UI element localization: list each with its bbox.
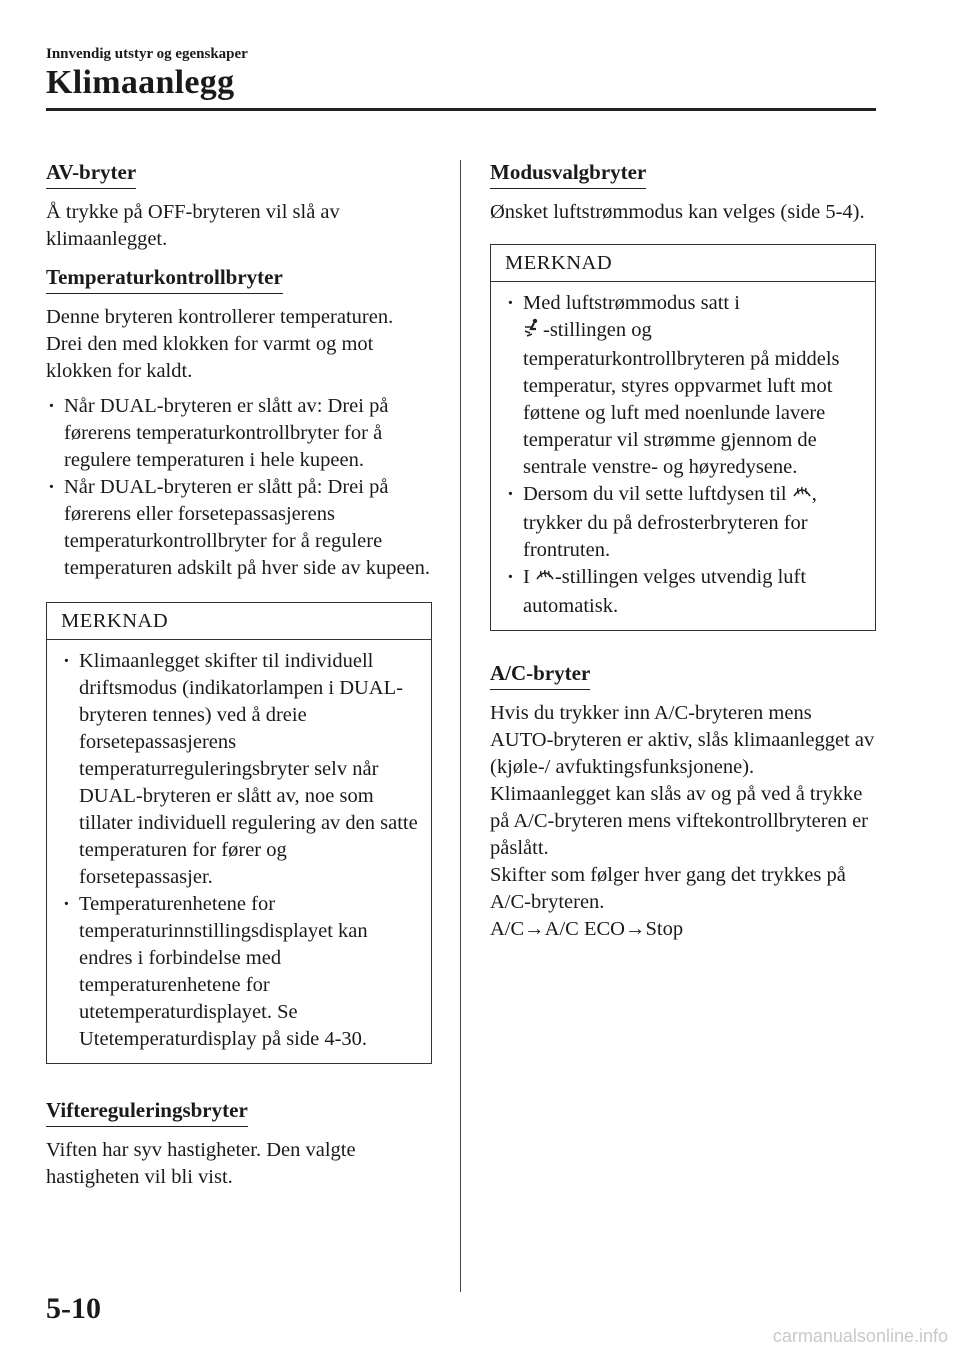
breadcrumb: Innvendig utstyr og egenskaper: [46, 46, 248, 62]
ac-sequence: A/C→A/C ECO→Stop: [490, 918, 684, 940]
note-text: Dersom du vil sette luftdysen til: [523, 483, 787, 505]
note-box-right: [490, 244, 876, 631]
section-fan: [46, 1098, 432, 1191]
ac-text-3: Skifter som følger hver gang det trykkes på A/C-bryteren.: [490, 864, 846, 913]
defrost-icon: [792, 482, 812, 510]
column-divider: [460, 160, 461, 1292]
av-text: Å trykke på OFF-bryteren vil slå av klimaanlegget.: [46, 201, 340, 250]
list-item: · Når DUAL-bryteren er slått på: Drei på førerens eller forsetepassasjerens temperaturkontrollbryter for å regulere temperaturen adskilt på hver side av kupeen.: [46, 474, 432, 582]
right-column: [490, 160, 876, 943]
section-mode: [490, 160, 876, 226]
list-item: [505, 564, 863, 620]
heading-av-bryter: AV-bryter: [46, 160, 136, 189]
left-column: [46, 160, 432, 1191]
defrost-icon: [535, 565, 555, 593]
list-item: [505, 481, 863, 564]
note-box-left: [46, 602, 432, 1064]
header-rule: [46, 108, 876, 111]
heading-modusvalgbryter: Modusvalgbryter: [490, 160, 646, 189]
foot-vent-icon: [523, 318, 543, 346]
temp-bullets: [46, 393, 432, 582]
heading-temperaturkontrollbryter: Temperaturkontrollbryter: [46, 265, 283, 294]
list-item: · Temperaturenhetene for temperaturinnstillingsdisplayet kan endres i forbindelse med temperaturenhetene for utetemperaturdisplayet. Se Utetemperaturdisplay på side 4-30.: [61, 891, 419, 1053]
watermark: carmanualsonline.info: [772, 1326, 948, 1346]
note-text: -stillingen og temperaturkontrollbryteren på middels temperatur, styres oppvarmet luft mot føttene og luft med noenlunde lavere temperatur vil strømme gjennom de sentrale venstre- og høyredysene.: [523, 319, 840, 478]
page-title: Klimaanlegg: [46, 64, 235, 101]
note-label: MERKNAD: [47, 603, 431, 640]
section-av: [46, 160, 432, 253]
section-ac: [490, 661, 876, 943]
mode-text: Ønsket luftstrømmodus kan velges (side 5-4).: [490, 201, 865, 223]
note-text: -stillingen velges utvendig luft automatisk.: [523, 566, 807, 617]
page-number: 5-10: [46, 1292, 101, 1325]
note-text: Med luftstrømmodus satt i: [523, 292, 740, 314]
note-text: , trykker du på defrosterbryteren for frontruten.: [523, 483, 817, 561]
list-item: · Klimaanlegget skifter til individuell driftsmodus (indikatorlampen i DUAL-bryteren tennes) ved å dreie forsetepassasjerens temperaturreguleringsbryter selv når DUAL-bryteren er slått av, noe som tillater individuell regulering av den satte temperaturen for fører og forsetepassasjer.: [61, 648, 419, 891]
note-bullets: [505, 290, 863, 620]
list-item: [505, 290, 863, 481]
ac-text-2: Klimaanlegget kan slås av og på ved å trykke på A/C-bryteren mens viftekontrollbryteren er påslått.: [490, 783, 868, 859]
list-item: · Når DUAL-bryteren er slått av: Drei på førerens temperaturkontrollbryter for å regulere temperaturen i hele kupeen.: [46, 393, 432, 474]
note-text: I: [523, 566, 530, 588]
heading-ac-bryter: A/C-bryter: [490, 661, 590, 690]
section-temperature: [46, 265, 432, 582]
temp-text: Denne bryteren kontrollerer temperaturen. Drei den med klokken for varmt og mot klokken for kaldt.: [46, 306, 394, 382]
note-bullets: [61, 648, 419, 1053]
note-label: MERKNAD: [491, 245, 875, 282]
fan-text: Viften har syv hastigheter. Den valgte hastigheten vil bli vist.: [46, 1139, 356, 1188]
heading-viftereguleringsbryter: Viftereguleringsbryter: [46, 1098, 248, 1127]
ac-text-1: Hvis du trykker inn A/C-bryteren mens AUTO-bryteren er aktiv, slås klimaanlegget av (kjøle-/ avfuktingsfunksjonene).: [490, 702, 875, 778]
